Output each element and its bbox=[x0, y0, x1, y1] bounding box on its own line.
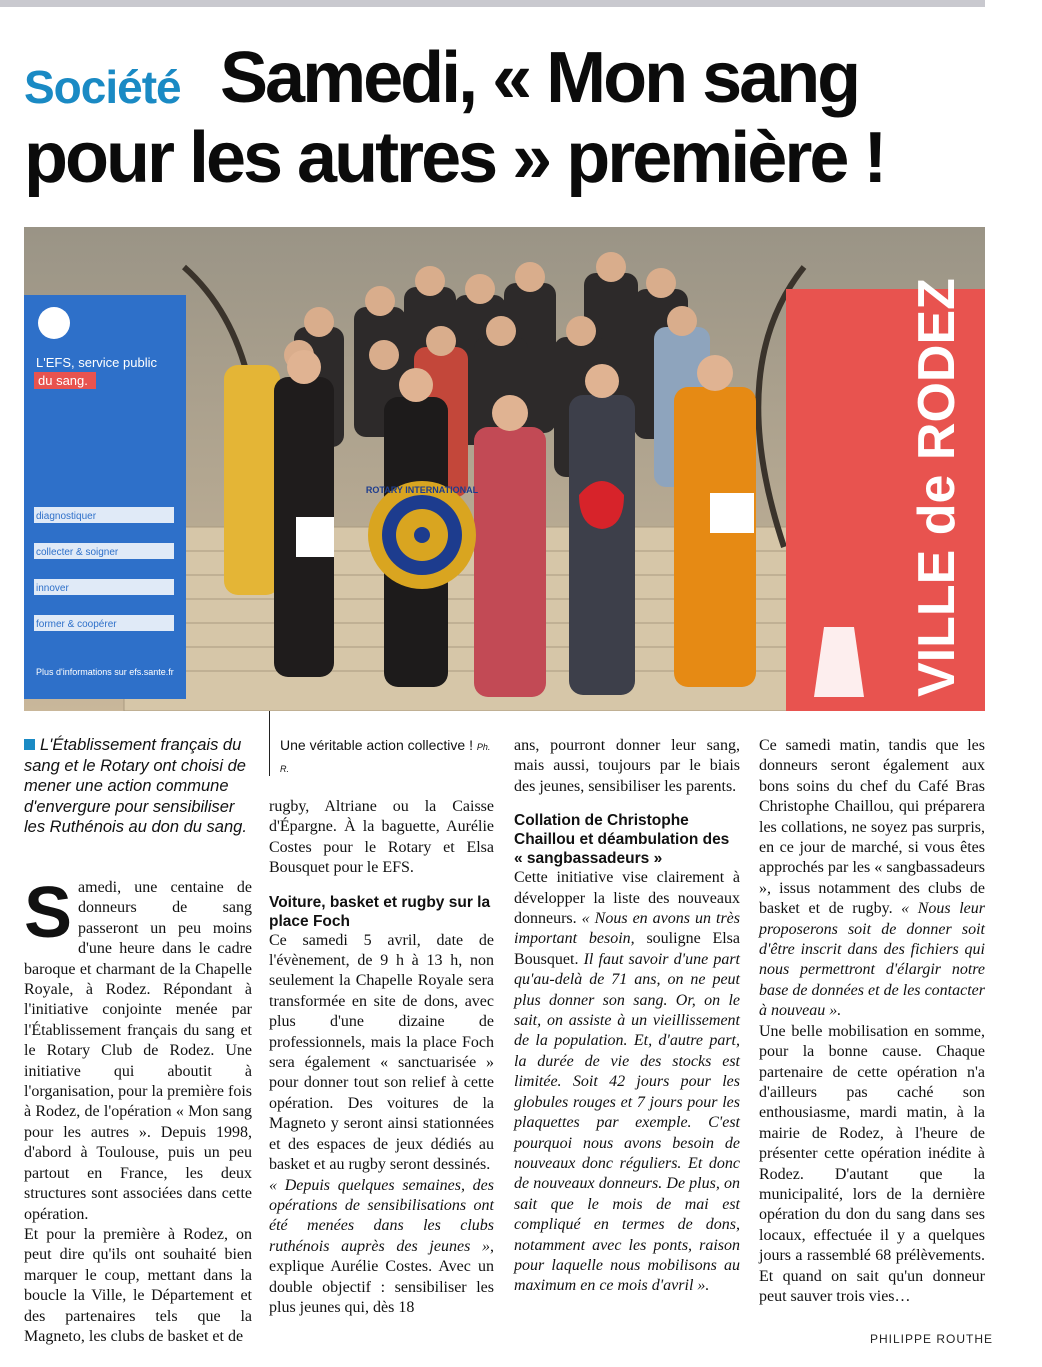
col3-text-mid: souligne Elsa Bousquet. bbox=[514, 930, 740, 968]
col3-quote-2: Il faut savoir d'une part qu'au-delà de 71 ans, on ne peut plus donner son sang. Or, on le sait, on assiste à un vieillissement de la population. Et, d'autre part, la durée de vie des stocks est limitée. Soit 42 jours pour les globules rouges et 7 jours pour les plaquettes par exemple. C'est pourquoi nous avons besoin de nouveaux donc réguliers. Et donc de nouveaux donneurs. De plus, on sait que le mois de mai est compliqué en termes de dons, notamment avec les ponts, raison pour laquelle nous mobilisons au maximum en ce mois d'avril ». bbox=[514, 950, 741, 1295]
headline-line-2: pour les autres » première ! bbox=[24, 118, 885, 198]
col2-paragraph-1: rugby, Altriane ou la Caisse d'Épargne. À la baguette, Aurélie Costes pour le Rotary et Elsa Bousquet pour le EFS. bbox=[269, 798, 494, 877]
col4-text-start: Ce samedi matin, tandis que les donneurs seront également aux bons soins du chef du Café Bras Christophe Chaillou, qui préparera les collations, ne soyez pas surpris, en ce jour de marché, si vous êtes approchés par les « sangbassadeurs », issus notamment des clubs de basket et de rugby. bbox=[759, 737, 985, 918]
col2-quote-attribution: , explique Aurélie Costes. Avec un double objectif : sensibiliser les plus jeunes qui, dès 18 bbox=[269, 1237, 494, 1316]
efs-banner bbox=[24, 295, 186, 699]
pull-quote-credit: Ph. R. bbox=[280, 742, 491, 774]
col1-paragraph-1: amedi, une centaine de donneurs de sang passeront un peu moins d'une heure dans le cadre baroque et charmant de la Chapelle Royale, à Rodez. Répondant à l'initiative conjointe menée par l'Établissement français du sang et le Rotary Club de Rodez. Une initiative qui aboutit à l'organisation, pour la première fois à Rodez, de l'opération « Mon sang pour les autres ». Depuis 1998, d'abord à Toulouse, puis un peu partout en France, les deux structures sont associées dans cette opération. bbox=[24, 879, 252, 1223]
rotary-logo-text: ROTARY INTERNATIONAL bbox=[365, 485, 479, 495]
pull-quote-text: Une véritable action collective ! bbox=[280, 737, 473, 753]
article-column-2 bbox=[269, 797, 494, 1318]
col4-quote: « Nous leur proposerons soit de donner soit d'être inscrit dans des fichiers qui nous permettront d'élargir notre base de données et de les contacter à nouveau ». bbox=[759, 900, 985, 1020]
efs-banner-subtitle: du sang. bbox=[38, 373, 88, 388]
efs-item-3: innover bbox=[36, 583, 69, 594]
efs-banner-footer: Plus d'informations sur efs.sante.fr bbox=[36, 667, 174, 677]
col4-paragraph-2: Une belle mobilisation en somme, pour la bonne cause. Chaque partenaire de cette opération n'a d'ailleurs pas caché son enthousiasme, mardi matin, à la mairie de Rodez, à l'heure de présenter cette opération inédite à Rodez. D'autant que la municipalité, lors de la dernière opération du don du sang dans ses locaux, effectuée il y a quelques jours a rassemblé 68 prélèvements. Et quand on sait qu'un donneur peut sauver trois vies… bbox=[759, 1022, 985, 1305]
article-column-1 bbox=[24, 873, 252, 1347]
col2-paragraph-3 bbox=[269, 1176, 494, 1319]
efs-item-4: former & coopérer bbox=[36, 619, 117, 630]
col3-paragraph-1: ans, pourront donner leur sang, mais aussi, toujours par le biais des jeunes, sensibiliser les parents. bbox=[514, 737, 740, 795]
col3-subheading: Collation de Christophe Chaillou et déambulation des « sangbassadeurs » bbox=[514, 812, 730, 868]
article-column-3 bbox=[514, 736, 740, 1297]
col1-paragraph-2: Et pour la première à Rodez, on peut dire qu'ils ont souhaité bien marquer le coup, mettant dans la boucle la Ville, le Département et des partenaires tels que la Magneto, les clubs de basket et de bbox=[24, 1225, 252, 1345]
col2-subheading: Voiture, basket et rugby sur la place Foch bbox=[269, 893, 491, 930]
efs-item-2: collecter & soigner bbox=[36, 547, 119, 558]
ville-de-rodez-banner bbox=[786, 278, 985, 711]
col3-paragraph-2 bbox=[514, 868, 740, 1297]
col4-paragraph-1 bbox=[759, 736, 985, 1022]
col2-paragraph-2: Ce samedi 5 avril, date de l'évènement, de 9 h à 13 h, non seulement la Chapelle Royale sera transformée en site de dons, avec plus d'une dizaine de professionnels, mais la place Foch sera également « sanctuarisée » pour donner tout son relief à cette opération. Des voitures de la Magneto y seront ainsi stationnées et des espaces de jeux dédiés au basket et au rugby seront dessinés. bbox=[269, 931, 494, 1174]
ville-banner-text: VILLE de RODEZ bbox=[908, 278, 966, 697]
col3-text-start: Cette initiative vise clairement à développer la liste des nouveaux donneurs. bbox=[514, 869, 740, 928]
headline-line-1: Samedi, « Mon sang bbox=[220, 38, 859, 118]
efs-banner-title: L'EFS, service public bbox=[36, 355, 157, 370]
efs-item-1: diagnostiquer bbox=[36, 511, 97, 522]
article-photo bbox=[24, 227, 985, 711]
col3-quote-1: « Nous en avons un très important besoin, bbox=[514, 910, 741, 948]
author-signature: PHILIPPE ROUTHE bbox=[870, 1332, 994, 1346]
col2-quote: « Depuis quelques semaines, des opérations de sensibilisations ont été menées dans les clubs ruthénois auprès des jeunes » bbox=[269, 1176, 494, 1255]
page-top-bar bbox=[0, 0, 985, 7]
photo-caption bbox=[24, 735, 252, 838]
pull-quote bbox=[269, 711, 494, 776]
caption-text: L'Établissement français du sang et le Rotary ont choisi de mener une action commune d'envergure pour sensibiliser les Ruthénois au don du sang. bbox=[24, 736, 247, 836]
section-rubric: Société bbox=[24, 61, 181, 113]
caption-square-icon bbox=[24, 739, 35, 750]
group-photo-illustration bbox=[24, 227, 985, 711]
article-column-4 bbox=[759, 736, 985, 1307]
dropcap: S bbox=[24, 873, 73, 953]
